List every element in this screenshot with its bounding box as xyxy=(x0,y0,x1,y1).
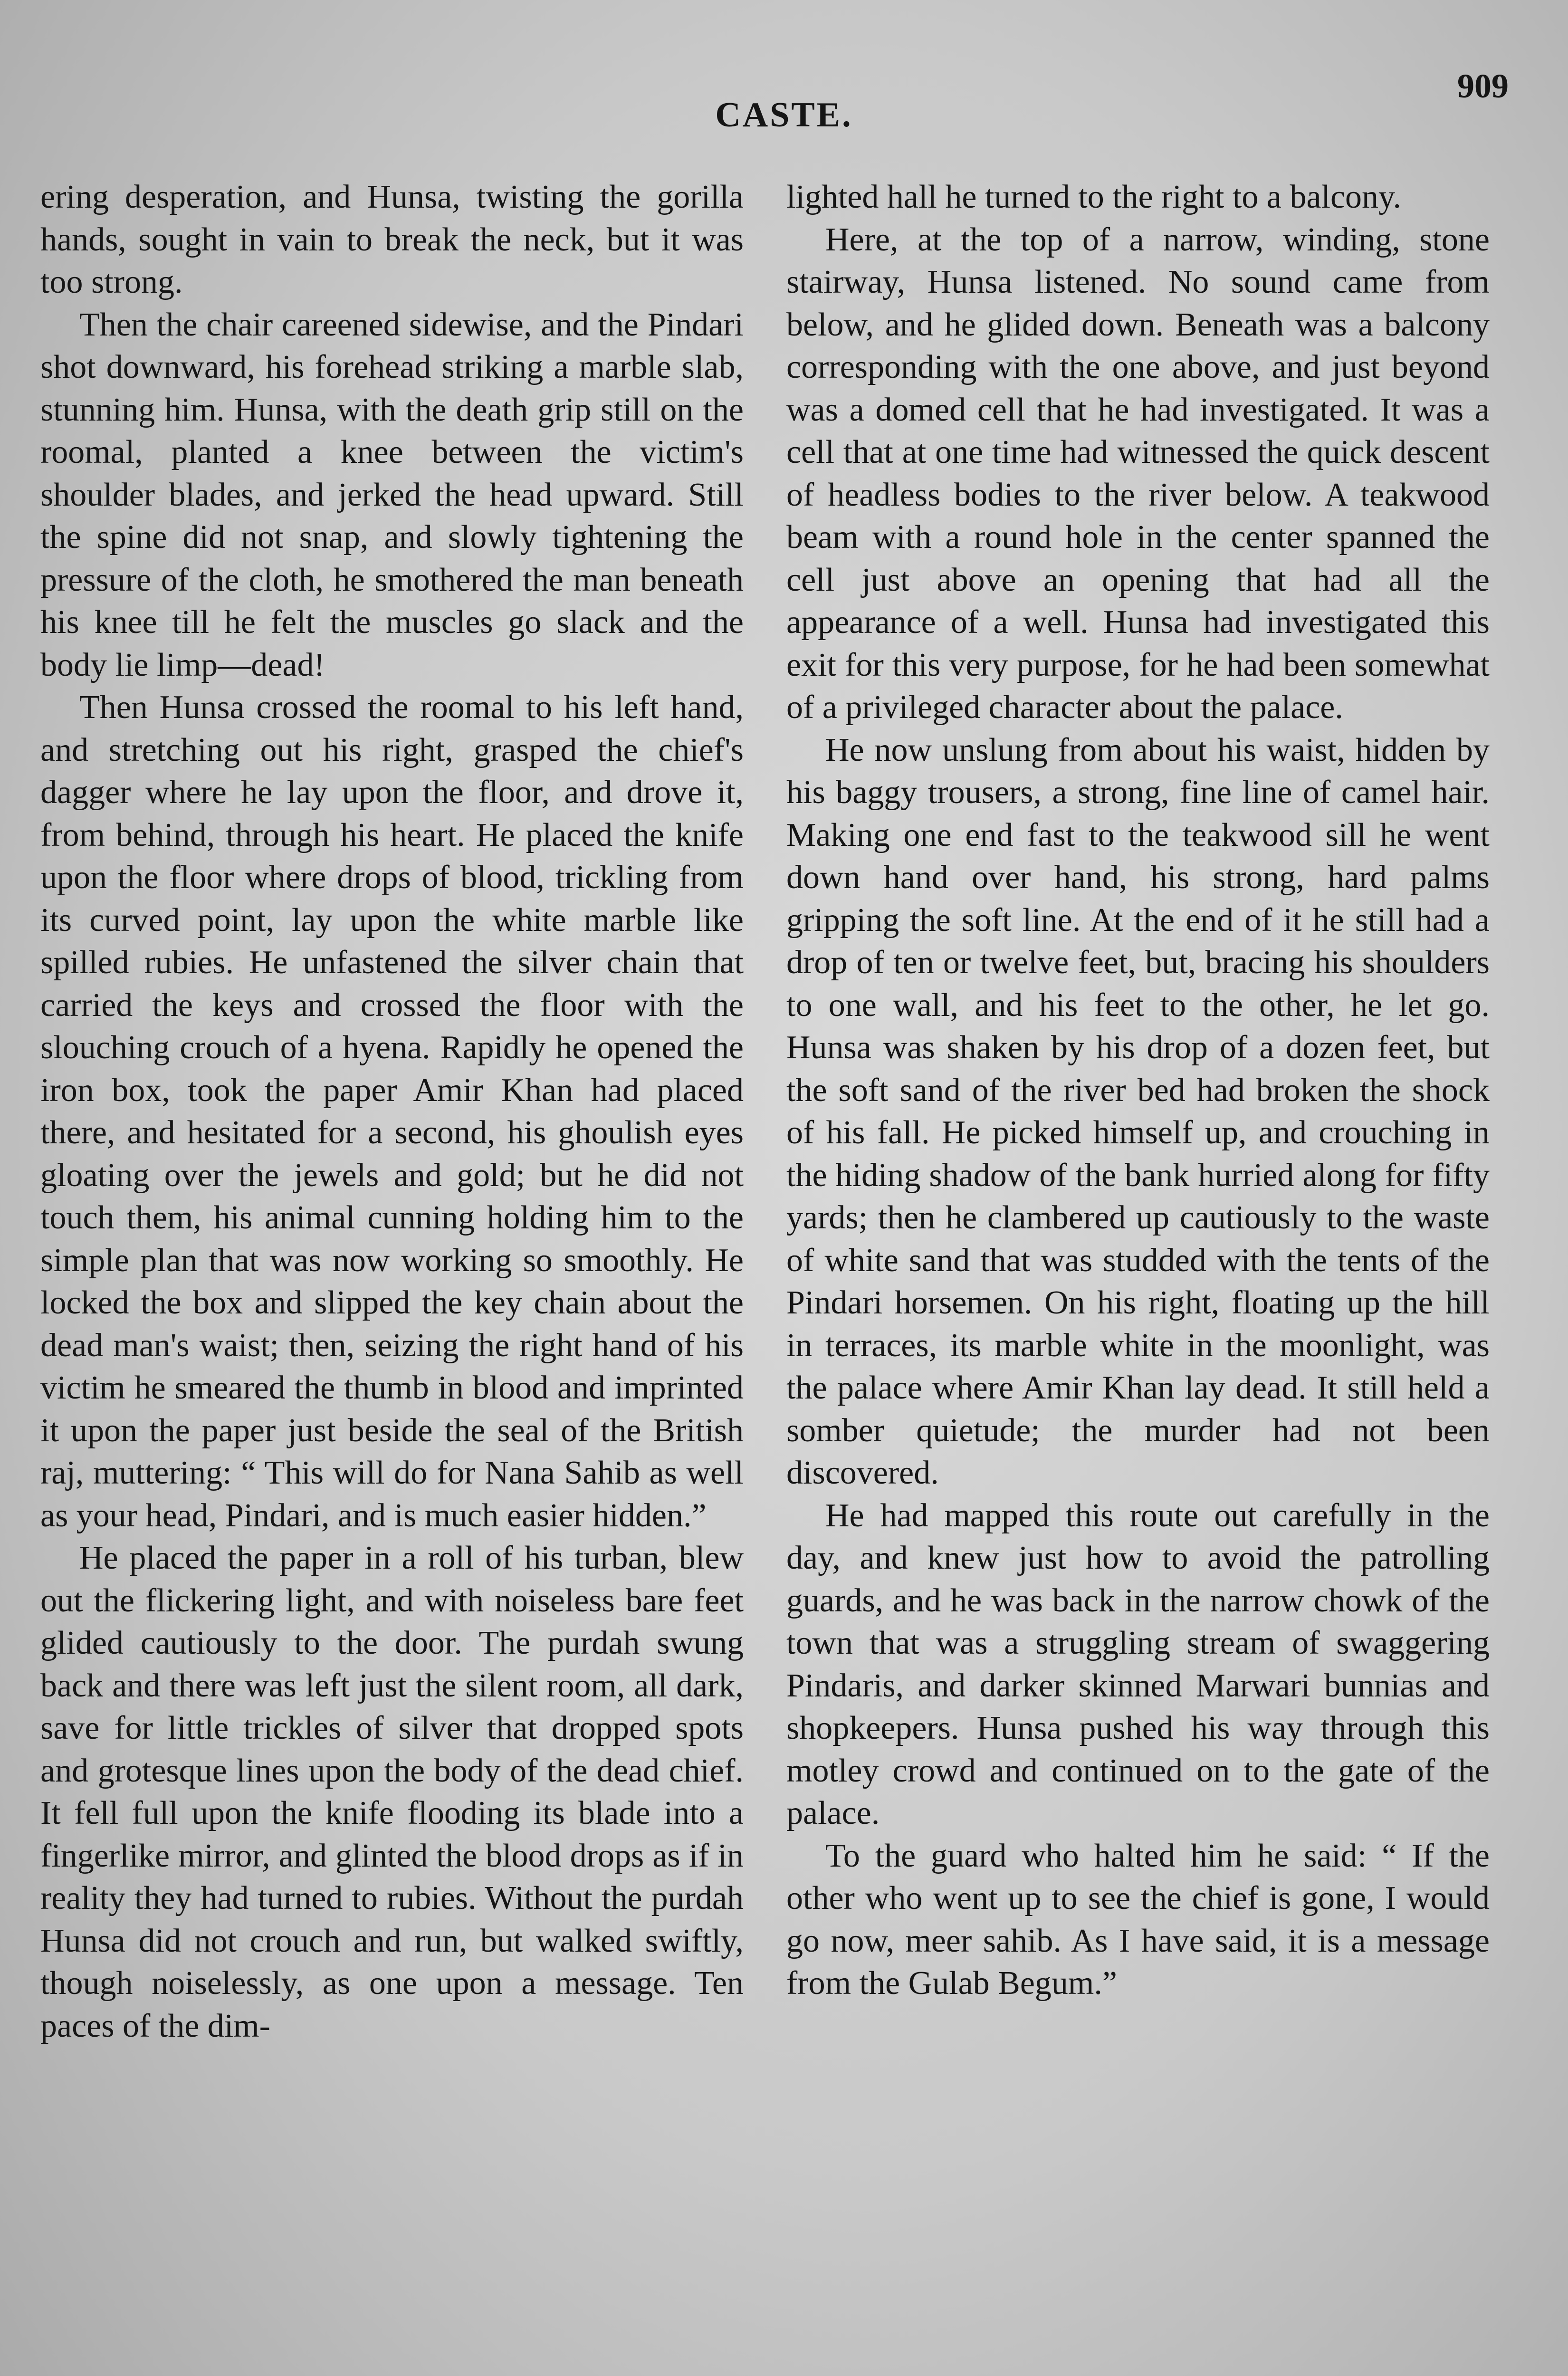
paragraph: Then the chair careened sidewise, and the Pindari shot downward, his forehead striking a marble slab, stunning him. Hunsa, with the death grip still on the roomal, planted a knee between the victim's shoulder blades, and jerked the head upward. Still the spine did not snap, and slowly tightening the pressure of the cloth, he smothered the man beneath his knee till he felt the muscles go slack and the body lie limp—dead! xyxy=(40,306,744,683)
paragraph: ering desperation, and Hunsa, twisting the gorilla hands, sought in vain to break the neck, but it was too strong. xyxy=(40,179,744,300)
paragraph: To the guard who halted him he said: “ If the other who went up to see the chief is gone, I would go now, meer sahib. As I have said, it is a message from the Gulab Begum.” xyxy=(786,1837,1490,2002)
running-head: CASTE. xyxy=(715,96,853,134)
left-column xyxy=(40,176,744,2047)
paragraph: Then Hunsa crossed the roomal to his left hand, and stretching out his right, grasped the chief's dagger where he lay upon the floor, and drove it, from behind, through his heart. He placed the knife upon the floor where drops of blood, trickling from its curved point, lay upon the white marble like spilled rubies. He unfastened the silver chain that carried the keys and crossed the floor with the slouching crouch of a hyena. Rapidly he opened the iron box, took the paper Amir Khan had placed there, and hesitated for a second, his ghoulish eyes gloating over the jewels and gold; but he did not touch them, his animal cunning holding him to the simple plan that was now working so smoothly. He locked the box and slipped the key chain about the dead man's waist; then, seizing the right hand of his victim he smeared the thumb in blood and imprinted it upon the paper just beside the seal of the British raj, muttering: “ This will do for Nana Sahib as well as your head, Pindari, and is much easier hidden.” xyxy=(40,689,744,1534)
paragraph: He had mapped this route out carefully in the day, and knew just how to avoid the patrolling guards, and he was back in the narrow chowk of the town that was a struggling stream of swaggering Pindaris, and darker skinned Marwari bunnias and shopkeepers. Hunsa pushed his way through this motley crowd and continued on to the gate of the palace. xyxy=(786,1497,1490,1831)
paragraph: Here, at the top of a narrow, winding, stone stairway, Hunsa listened. No sound came from below, and he glided down. Beneath was a balcony corresponding with the one above, and just beyond was a domed cell that he had investigated. It was a cell that at one time had witnessed the quick descent of headless bodies to the river below. A teakwood beam with a round hole in the center spanned the cell just above an opening that had all the appearance of a well. Hunsa had investigated this exit for this very purpose, for he had been somewhat of a privileged character about the palace. xyxy=(786,221,1490,726)
page-number: 909 xyxy=(1457,67,1509,105)
paragraph: lighted hall he turned to the right to a balcony. xyxy=(786,179,1402,215)
right-column xyxy=(786,176,1490,2005)
paragraph: He now unslung from about his waist, hidden by his baggy trousers, a strong, fine line of camel hair. Making one end fast to the teakwood sill he went down hand over hand, his strong, hard palms gripping the soft line. At the end of it he still had a drop of ten or twelve feet, but, bracing his shoulders to one wall, and his feet to the other, he let go. Hunsa was shaken by his drop of a dozen feet, but the soft sand of the river bed had broken the shock of his fall. He picked himself up, and crouching in the hiding shadow of the bank hurried along for fifty yards; then he clambered up cautiously to the waste of white sand that was studded with the tents of the Pindari horsemen. On his right, floating up the hill in terraces, its marble white in the moonlight, was the palace where Amir Khan lay dead. It still held a somber quietude; the murder had not been discovered. xyxy=(786,731,1490,1491)
paragraph: He placed the paper in a roll of his turban, blew out the flickering light, and with noiseless bare feet glided cautiously to the door. The purdah swung back and there was left just the silent room, all dark, save for little trickles of silver that dropped spots and grotesque lines upon the body of the dead chief. It fell full upon the knife flooding its blade into a fingerlike mirror, and glinted the blood drops as if in reality they had turned to rubies. Without the purdah Hunsa did not crouch and run, but walked swiftly, though noiselessly, as one upon a message. Ten paces of the dim- xyxy=(40,1540,744,2044)
